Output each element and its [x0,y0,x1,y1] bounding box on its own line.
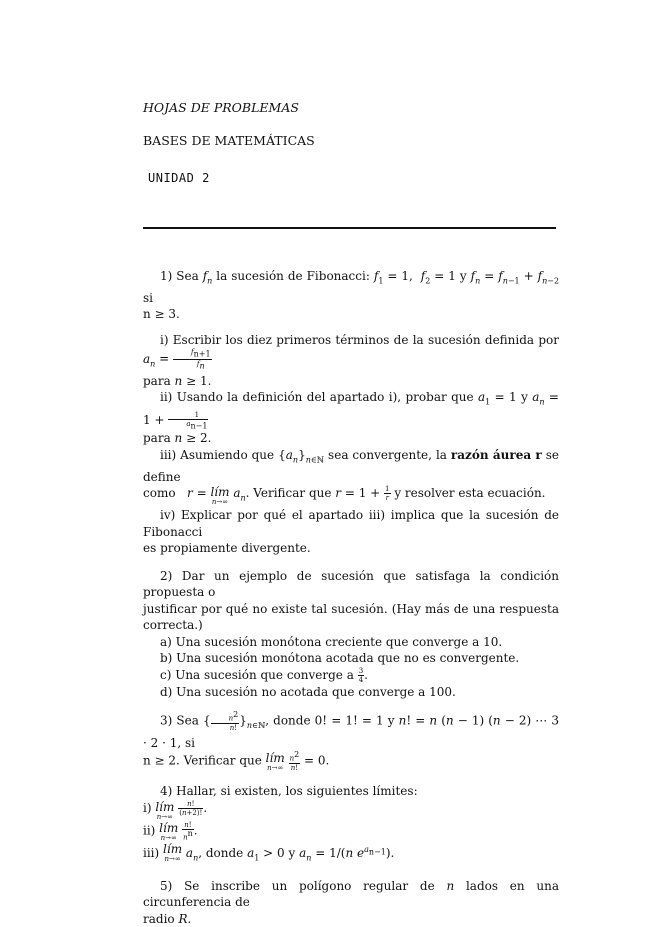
problem-2-intro: 2) Dar un ejemplo de sucesión que satisfaga la condición propuesta o [143,568,559,600]
problem-2-intro-cont: justificar por qué no existe tal sucesión. (Hay más de una respuesta correcta.) [143,601,559,633]
problem-1-part-iii-cont: como r = lím n→∞ $a_n$. Verificar que r = 1 + $\frac{1}{r}$ y resolver esta ecuación. [143,485,546,507]
problems-body [143,268,559,927]
problem-5-cont: radio R. [143,911,192,926]
problem-1-part-i: i) Escribir los diez primeros términos de la sucesión definida por $a_n$ = $\frac{f_{n+1}}{f_n}$ [143,332,559,371]
problem-2-b: b) Una sucesión monótona acotada que no es convergente. [160,651,520,666]
problem-1-part-iii: iii) Asumiendo que $\{a_n\}_{n\in ℕ}$ sea convergente, la razón áurea r se define [143,447,559,484]
doc-title: HOJAS DE PROBLEMAS [143,100,299,115]
problem-5 [143,878,559,927]
problem-1-intro-cont: n ≥ 3. [143,307,180,322]
problem-1-intro: 1) Sea $f_n$ la sucesión de Fibonacci: $f_1 = 1$, $f_2 = 1$ y $f_n = f_{n-1} + f_{n-2}$ si [143,269,560,305]
problem-2-d: d) Una sucesión no acotada que converge a 100. [160,684,456,699]
header-rule [143,227,556,229]
doc-subject: BASES DE MATEMÁTICAS [143,133,315,148]
problem-3 [143,711,559,772]
doc-unit: UNIDAD 2 [148,171,210,185]
problem-4 [143,783,559,866]
problem-5-intro: 5) Se inscribe un polígono regular de n lados en una circunferencia de [143,878,559,910]
problem-3-intro: 3) Sea { $\frac{n^2}{n!}$ }$_{n\in ℕ}$, donde 0! = 1! = 1 y n! = n (n − 1) (n − 2) ⋯ 3 · 2 · 1, si [143,710,559,750]
problem-1-part-iv: iv) Explicar por qué el apartado iii) implica que la sucesión de Fibonacci [143,508,559,539]
problem-2-a: a) Una sucesión monótona creciente que converge a 10. [160,634,503,649]
problem-4-ii: ii) lím n→∞ $\frac{n!}{n^n}$ . [143,820,198,842]
problem-4-iii: iii) lím n→∞ $a_n$, donde $a_1 > 0$ y $a_n = 1/(n$ $e^{a_{n-1}}$). [143,841,395,863]
problem-2-c: c) Una sucesión que converge a $\frac{3}{4}$ . [160,666,368,684]
problem-1-part-iv-cont: es propiamente divergente. [143,541,311,556]
problem-2 [143,568,559,701]
problem-4-intro: 4) Hallar, si existen, los siguientes límites: [160,784,418,799]
problem-1-part-ii: ii) Usando la definición del apartado i), probar que $a_1 = 1$ y $a_n = 1$ + $\frac{1}{a_{n-1}}$ [143,390,559,431]
problem-3-cont: n ≥ 2. Verificar que lím n→∞ $\frac{n^2}{n!}$ = 0. [143,750,330,773]
problem-1 [143,268,559,557]
problem-1-part-ii-cont: para n ≥ 2. [143,431,212,446]
problem-4-i: i) lím n→∞ $\frac{n!}{(n+2)!}$ . [143,799,208,821]
problem-1-part-i-cont: para n ≥ 1. [143,373,212,388]
